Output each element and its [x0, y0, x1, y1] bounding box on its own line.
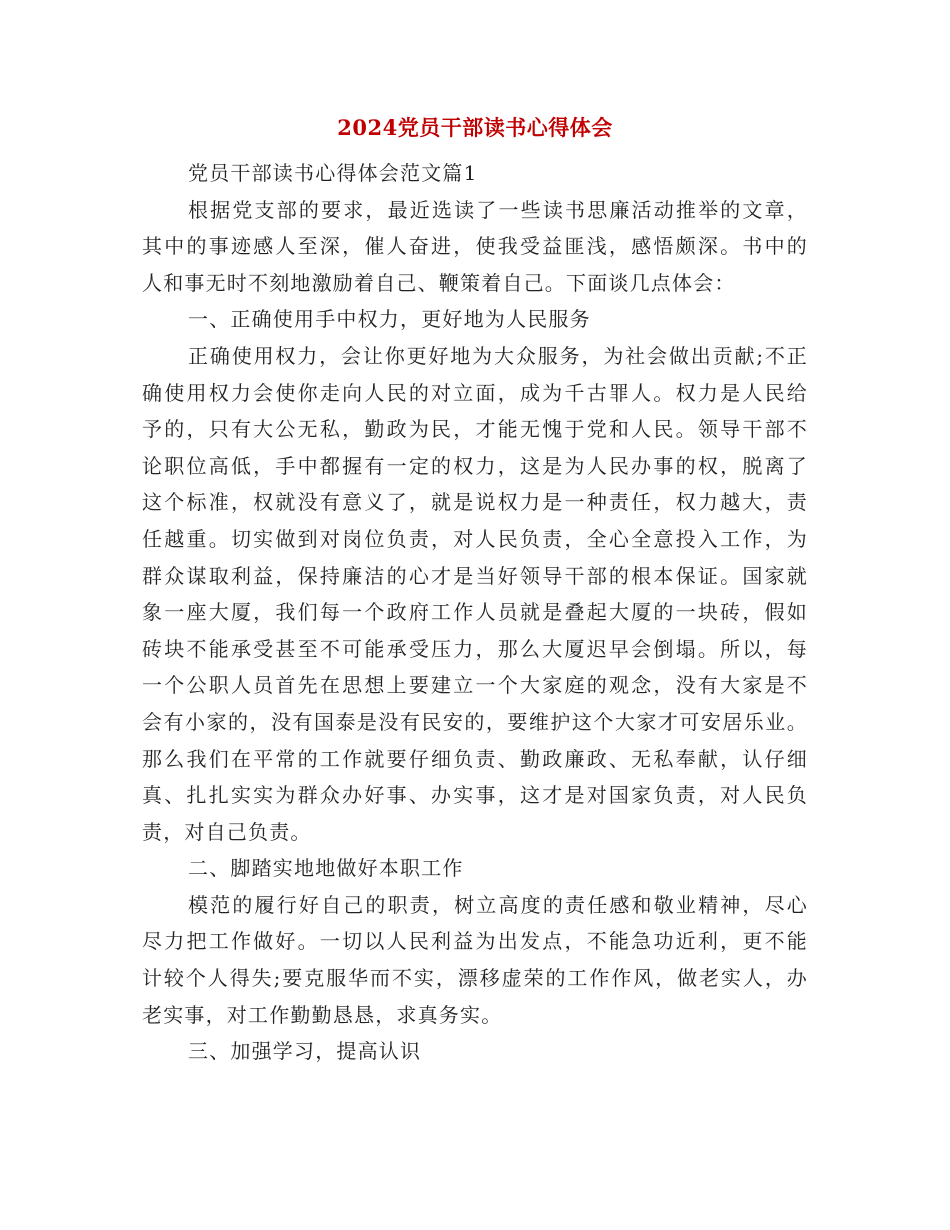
paragraph-line: 责，对自己负责。 — [142, 819, 312, 844]
paragraph-line: 老实事，对工作勤勤恳恳，求真务实。 — [142, 1002, 503, 1027]
paragraph-line: 这个标准，权就没有意义了，就是说权力是一种责任，权力越大，责 — [142, 490, 808, 515]
document-title: 2024党员干部读书心得体会 — [337, 115, 613, 140]
document-body — [142, 155, 808, 1070]
paragraph-line: 任越重。切实做到对岗位负责，对人民负责，全心全意投入工作，为 — [142, 526, 808, 551]
paragraph-line: 模范的履行好自己的职责，树立高度的责任感和敬业精神，尽心 — [188, 892, 808, 917]
section-heading: 三、加强学习，提高认识 — [188, 1039, 422, 1064]
paragraph-line: 确使用权力会使你走向人民的对立面，成为千古罪人。权力是人民给 — [142, 380, 808, 405]
paragraph-line: 计较个人得失;要克服华而不实，漂移虚荣的工作作风，做老实人，办 — [142, 966, 808, 991]
paragraph-line: 那么我们在平常的工作就要仔细负责、勤政廉政、无私奉献，认仔细 — [142, 746, 808, 771]
paragraph-line: 砖块不能承受甚至不可能承受压力，那么大厦迟早会倒塌。所以，每 — [142, 636, 808, 661]
section-heading: 一、正确使用手中权力，更好地为人民服务 — [188, 307, 591, 332]
section-subtitle: 党员干部读书心得体会范文篇1 — [188, 161, 478, 185]
paragraph-line: 人和事无时不刻地激励着自己、鞭策着自己。下面谈几点体会： — [142, 270, 736, 295]
paragraph-line: 群众谋取利益，保持廉洁的心才是当好领导干部的根本保证。国家就 — [142, 563, 808, 588]
paragraph-line: 根据党支部的要求，最近选读了一些读书思廉活动推举的文章， — [188, 197, 808, 222]
paragraph-line: 其中的事迹感人至深，催人奋进，使我受益匪浅，感悟颇深。书中的 — [142, 234, 808, 259]
paragraph-line: 真、扎扎实实为群众办好事、办实事，这才是对国家负责，对人民负 — [142, 783, 808, 808]
paragraph-line: 正确使用权力，会让你更好地为大众服务，为社会做出贡献;不正 — [188, 343, 808, 368]
paragraph-line: 会有小家的，没有国泰是没有民安的，要维护这个大家才可安居乐业。 — [142, 709, 808, 734]
paragraph-line: 一个公职人员首先在思想上要建立一个大家庭的观念，没有大家是不 — [142, 673, 808, 698]
paragraph-line: 象一座大厦，我们每一个政府工作人员就是叠起大厦的一块砖，假如 — [142, 600, 808, 625]
paragraph-line: 论职位高低，手中都握有一定的权力，这是为人民办事的权，脱离了 — [142, 453, 808, 478]
paragraph-line: 予的，只有大公无私，勤政为民，才能无愧于党和人民。领导干部不 — [142, 417, 808, 442]
section-heading: 二、脚踏实地地做好本职工作 — [188, 856, 464, 881]
paragraph-line: 尽力把工作做好。一切以人民利益为出发点，不能急功近利，更不能 — [142, 929, 808, 954]
